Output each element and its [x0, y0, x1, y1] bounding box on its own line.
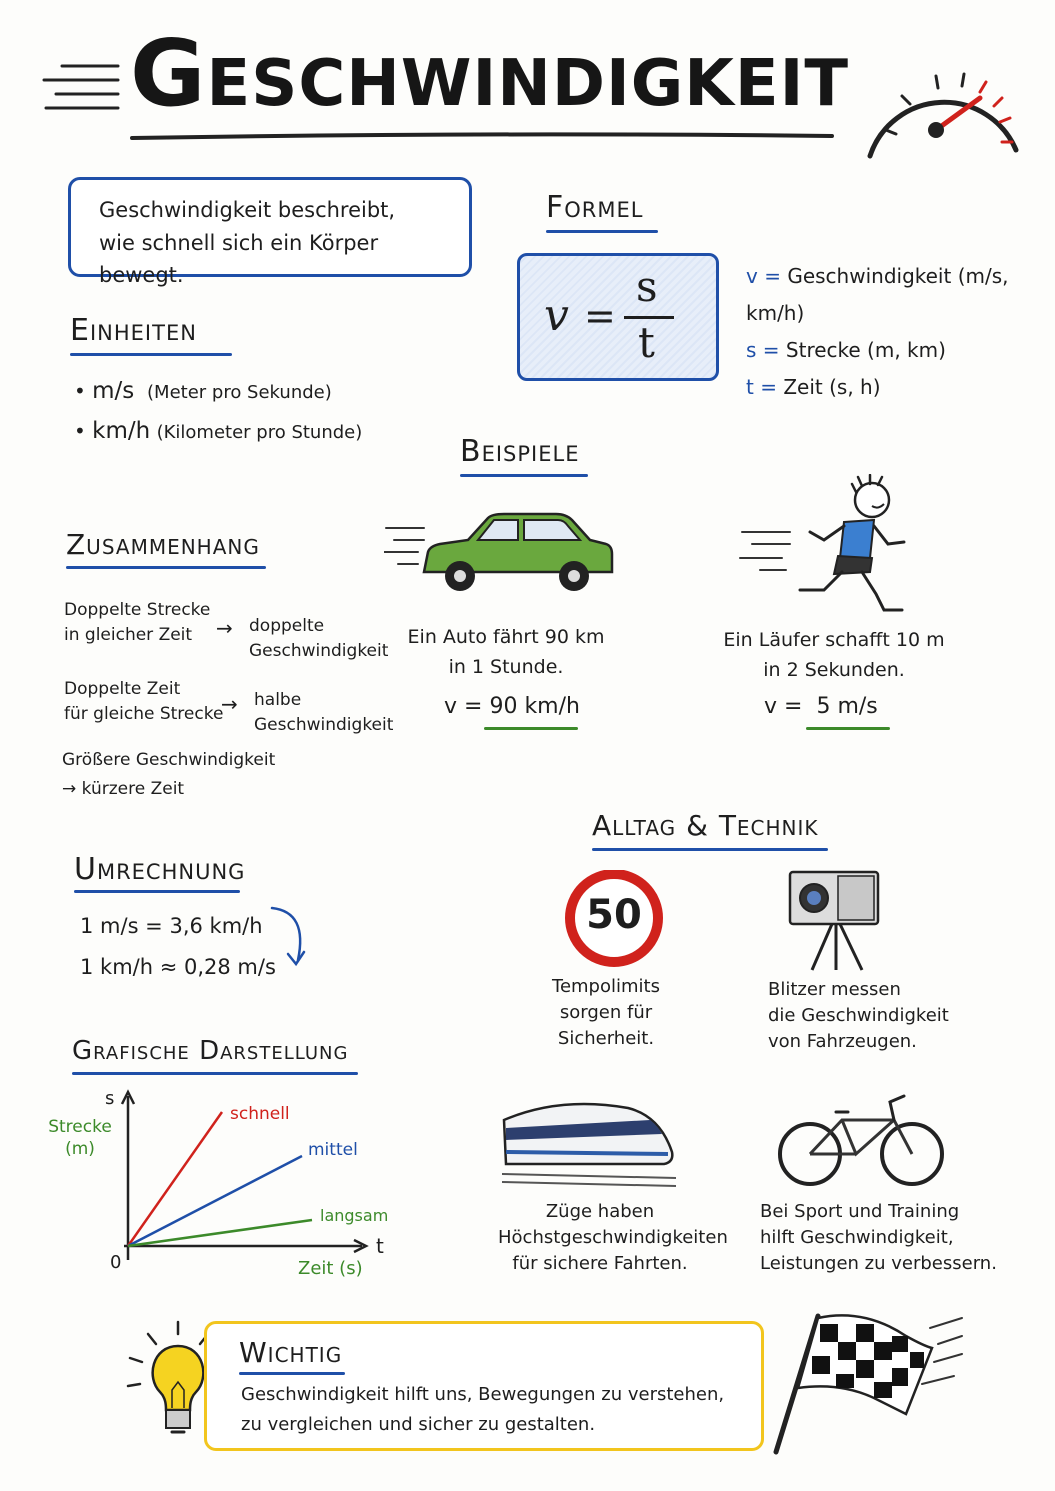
laeufer-example-text: Ein Läufer schafft 10 m in 2 Sekunden.	[723, 629, 945, 681]
unit-item-kmh: • km/h (Kilometer pro Stunde)	[74, 418, 363, 444]
speed-limit-number: 50	[586, 892, 642, 938]
arrow-icon: →	[221, 692, 238, 716]
formel-heading: Formel	[546, 190, 644, 225]
graph-axis-y: s	[105, 1088, 115, 1109]
legend-row-t: t = Zeit (s, h)	[746, 375, 881, 399]
unit-item-ms: • m/s (Meter pro Sekunde)	[74, 378, 332, 404]
zusammenhang-row-2-right: halbe Geschwindigkeit	[254, 690, 394, 735]
arrow-icon: →	[216, 616, 233, 640]
laeufer-result: v = 5 m/s	[764, 694, 878, 719]
graph-label-langsam: langsam	[320, 1206, 389, 1225]
graph-label-mittel: mittel	[308, 1140, 358, 1160]
curved-arrow-icon	[268, 902, 316, 972]
intro-box	[68, 177, 472, 288]
wichtig-box	[204, 1321, 764, 1451]
graph-label-schnell: schnell	[230, 1104, 290, 1124]
graph-axis-x: t	[376, 1234, 384, 1258]
page-title: Geschwindigkeit	[130, 20, 850, 127]
runner-icon	[738, 474, 912, 616]
grafik-heading: Grafische Darstellung	[72, 1036, 349, 1066]
beispiele-heading: Beispiele	[460, 434, 580, 469]
zusammenhang-row-2-left: Doppelte Zeit für gleiche Strecke	[64, 679, 224, 724]
wichtig-heading: Wichtig	[239, 1336, 343, 1369]
formula-v: v	[544, 290, 569, 341]
graph-origin: 0	[110, 1252, 122, 1273]
graph-ylabel: Strecke (m)	[48, 1117, 112, 1159]
speed-lines-icon	[42, 58, 122, 128]
wichtig-text: Geschwindigkeit hilft uns, Bewegungen zu verstehen, zu vergleichen und sicher zu gestalten.	[241, 1384, 725, 1435]
zusammenhang-row-1-right: doppelte Geschwindigkeit	[249, 616, 389, 661]
zusammenhang-row-1-left: Doppelte Strecke in gleicher Zeit	[64, 600, 211, 645]
auto-result: v = 90 km/h	[444, 694, 580, 719]
zuege-text: Züge haben Höchstgeschwindigkeiten für sichere Fahrten.	[498, 1201, 728, 1274]
auto-example-text: Ein Auto fährt 90 km in 1 Stunde.	[407, 626, 605, 678]
intro-text: Geschwindigkeit beschreibt, wie schnell sich ein Körper bewegt.	[99, 198, 396, 288]
legend-row-v: v = Geschwindigkeit (m/s, km/h)	[746, 264, 1009, 325]
title-underline	[130, 130, 835, 144]
umrechnung-lines: 1 m/s = 3,6 km/h 1 km/h ≈ 0,28 m/s	[80, 914, 276, 979]
train-icon	[500, 1094, 678, 1190]
zusammenhang-heading: Zusammenhang	[66, 528, 260, 561]
graph-line-schnell	[128, 1112, 222, 1246]
einheiten-list	[74, 372, 362, 452]
formula-t: t	[638, 318, 655, 367]
zusammenhang-row-3: Größere Geschwindigkeit → kürzere Zeit	[62, 750, 276, 799]
legend-row-s: s = Strecke (m, km)	[746, 338, 946, 362]
formula-box	[517, 253, 719, 381]
checkered-flag-icon	[756, 1310, 966, 1456]
umrechnung-heading: Umrechnung	[74, 852, 246, 887]
formula-s: s	[636, 262, 658, 311]
blitzer-text: Blitzer messen die Geschwindigkeit von Fahrzeugen.	[768, 979, 949, 1052]
sport-text: Bei Sport und Training hilft Geschwindigkeit, Leistungen zu verbessern.	[760, 1201, 997, 1274]
car-icon	[384, 508, 620, 600]
tempo-text: Tempolimits sorgen für Sicherheit.	[552, 976, 660, 1049]
speed-camera-icon	[786, 868, 886, 974]
speedometer-icon	[856, 46, 1026, 166]
einheiten-heading: Einheiten	[70, 313, 197, 348]
alltag-heading: Alltag & Technik	[592, 809, 819, 842]
graph-xlabel: Zeit (s)	[298, 1258, 363, 1279]
formula-eq: =	[584, 294, 616, 338]
formula-legend	[746, 258, 1055, 406]
bicycle-icon	[776, 1084, 948, 1190]
